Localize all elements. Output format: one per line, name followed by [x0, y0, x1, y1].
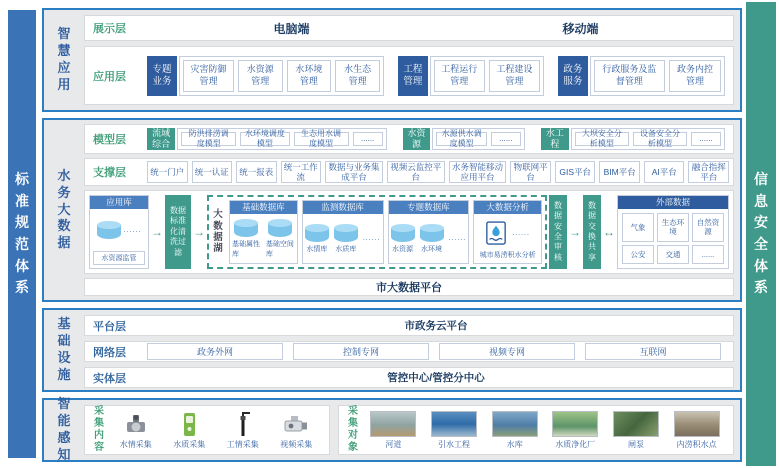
data-security-audit-process: [549, 195, 567, 269]
external-data-item: 生态环境: [657, 213, 689, 241]
object-item-purification-plant: [552, 411, 598, 450]
collection-content-label: 采集内容: [94, 406, 104, 453]
database-unit: [266, 219, 295, 259]
collection-objects-panel: [338, 405, 734, 455]
basic-database-body: [230, 214, 297, 263]
app-box: 政务内控管理: [669, 60, 721, 92]
big-data-analysis-box: [473, 200, 542, 264]
app-box: 灾害防御管理: [183, 60, 234, 92]
collection-content-items: [111, 411, 321, 450]
object-item-label: 水质净化厂: [555, 439, 596, 449]
big-data-lake-label-wrap: [212, 200, 225, 264]
app-box: 工程运行管理: [434, 60, 485, 92]
platform-layer-label: 平台层: [93, 320, 126, 333]
control-center-label: 管控中心/管控分中心: [387, 372, 485, 384]
support-box: GIS平台: [555, 161, 596, 183]
network-box: 控制专网: [293, 343, 429, 360]
model-box: 大坝安全分析模型: [575, 132, 629, 146]
gate-pump-photo: [613, 411, 659, 437]
perception-body: [84, 400, 740, 460]
ellipsis: ......: [512, 229, 530, 237]
water-quality-meter-icon: [177, 411, 201, 437]
database-label: 水环境: [421, 245, 442, 253]
application-database-body: [90, 209, 148, 251]
support-box: 统一工作流: [281, 161, 322, 183]
thematic-database-header: 专题数据库: [389, 201, 469, 214]
collection-objects-items: [365, 411, 725, 450]
support-box: 统一认证: [192, 161, 233, 183]
collect-item-label: 水情采集: [119, 439, 152, 449]
application-layer-label: 应用层: [93, 70, 126, 83]
section-infrastructure: [42, 308, 742, 392]
big-data-lake: [207, 195, 547, 269]
external-data-item: ......: [692, 245, 724, 264]
support-layer-label: 支撑层: [93, 167, 126, 179]
collect-item-label: 工情采集: [226, 439, 259, 449]
object-item-label: 水库: [506, 439, 523, 449]
database-unit: [391, 224, 415, 254]
double-arrow-icon: [603, 195, 615, 269]
collection-content-panel: [84, 405, 330, 455]
mobile-end-label: 移动端: [562, 21, 599, 36]
database-icon: [391, 228, 415, 242]
model-groups: [147, 128, 725, 150]
smart-application-body: [84, 10, 740, 110]
object-item-label: 引水工程: [437, 439, 470, 449]
thematic-database-body: [389, 214, 469, 263]
support-box: 融合指挥平台: [688, 161, 729, 183]
object-item-label: 闸泵: [627, 439, 644, 449]
section-smart-application: [42, 8, 742, 112]
support-items: [147, 161, 729, 183]
object-item-label: 内涝积水点: [676, 439, 717, 449]
security-system-sidebar: [746, 2, 776, 466]
display-layer-label: 展示层: [93, 23, 126, 35]
database-label: 基础空间库: [265, 240, 294, 258]
monitoring-database-body: [303, 214, 383, 263]
database-label: 水情库: [306, 245, 328, 253]
group-head-government: 政务服务: [558, 56, 588, 96]
data-cleaning-process: [165, 195, 191, 269]
database-icon: [268, 223, 292, 237]
database-unit: [334, 224, 358, 254]
collect-item-water-condition: [120, 411, 152, 450]
section-infrastructure-label: 基础设施: [57, 316, 71, 382]
city-big-data-platform-label: 市大数据平台: [376, 282, 442, 294]
external-data-item: 气象: [622, 213, 654, 241]
network-layer-label: 网络层: [93, 346, 126, 359]
city-big-data-platform-bar: [84, 278, 734, 296]
group-head-water-engineering: 水工程: [541, 128, 569, 150]
database-label: 基础属性库: [232, 240, 260, 258]
group-water-engineering-model: [541, 128, 725, 150]
standards-system-label: 标准规范体系: [15, 170, 29, 296]
network-items: [147, 343, 725, 360]
flow-arrow-icon: [569, 195, 581, 269]
support-layer-row: [84, 158, 734, 186]
data-security-audit-label: 数据安全审核: [554, 200, 562, 262]
waterlogging-analysis-icon: [485, 221, 507, 245]
infrastructure-body: [84, 310, 740, 390]
group-special-business: [147, 56, 384, 96]
support-box: BIM平台: [599, 161, 640, 183]
flow-arrow-icon: [193, 195, 205, 269]
database-icon: [97, 225, 121, 239]
collect-item-water-quality: [173, 411, 205, 450]
database-icon: [420, 228, 444, 242]
object-item-river: [370, 411, 416, 450]
purification-plant-photo: [552, 411, 598, 437]
flow-arrow-icon: [151, 195, 163, 269]
display-layer-row: [84, 15, 734, 41]
gov-cloud-platform-label: 市政务云平台: [404, 320, 468, 332]
data-exchange-process: [583, 195, 601, 269]
collection-objects-label: 采集对象: [348, 406, 358, 453]
group-items-engineering: [430, 56, 544, 96]
big-data-analysis-body: [474, 214, 541, 252]
model-box: ......: [353, 132, 383, 146]
database-label: 水资源: [392, 245, 413, 253]
river-photo: [370, 411, 416, 437]
external-data-item: 交通: [657, 245, 689, 264]
network-box: 视频专网: [439, 343, 575, 360]
section-infrastructure-label-wrap: [44, 310, 84, 390]
group-items-basin: [177, 128, 386, 150]
monitoring-database-header: 监测数据库: [303, 201, 383, 214]
database-label: 水质库: [335, 245, 357, 253]
data-cleaning-label: 数据标准化清洗过滤: [170, 206, 186, 257]
model-box: 水环境调度模型: [240, 132, 289, 146]
group-items-government: [590, 56, 725, 96]
group-basin-comprehensive: [147, 128, 387, 150]
group-items-water-engineering: [571, 128, 725, 150]
group-water-resources-model: [403, 128, 525, 150]
app-box: 水生态管理: [335, 60, 380, 92]
support-box: 数据与业务集成平台: [325, 161, 383, 183]
ellipsis: ......: [362, 235, 381, 243]
collection-content-label-wrap: [93, 406, 105, 454]
external-data-grid: [618, 209, 728, 268]
support-box: AI平台: [644, 161, 685, 183]
support-box: 视频云监控平台: [387, 161, 445, 183]
application-layer-row: [84, 46, 734, 105]
waterlogging-point-photo: [674, 411, 720, 437]
big-data-analysis-header: 大数据分析: [474, 201, 541, 214]
external-data-item: 自然资源: [692, 213, 724, 241]
group-engineering-management: [398, 56, 544, 96]
collect-item-engineering-condition: [227, 411, 259, 450]
section-intelligent-perception-label: 智能感知: [57, 396, 71, 462]
object-item-reservoir: [492, 411, 538, 450]
section-water-big-data: [42, 118, 742, 302]
group-head-water-resources: 水资源: [403, 128, 431, 150]
support-box: 统一报表: [236, 161, 277, 183]
database-unit: [232, 219, 261, 259]
object-item-label: 河道: [385, 439, 402, 449]
display-layer-ends: [147, 20, 725, 37]
group-items-water-resources: [432, 128, 524, 150]
basic-database-box: [229, 200, 298, 264]
application-database-header: 应用库: [90, 196, 148, 209]
support-box: 水务智能移动应用平台: [449, 161, 507, 183]
diagram-main: [42, 8, 742, 462]
basic-database-header: 基础数据库: [230, 201, 297, 214]
platform-layer-row: [84, 315, 734, 336]
thematic-database-box: [388, 200, 470, 264]
application-database-label: 水资源监管: [93, 251, 145, 265]
section-smart-application-label-wrap: [44, 10, 84, 110]
pc-end-label: 电脑端: [273, 21, 310, 36]
section-intelligent-perception: [42, 398, 742, 462]
model-box: 生态用水调度模型: [294, 132, 349, 146]
object-item-gate-pump: [613, 411, 659, 450]
network-box: 互联网: [585, 343, 721, 360]
database-unit: [305, 224, 329, 254]
data-exchange-label: 数据交换共享: [588, 200, 596, 262]
support-box: 统一门户: [147, 161, 188, 183]
model-layer-row: [84, 124, 734, 154]
model-box: 设备安全分析模型: [633, 132, 687, 146]
object-item-diversion: [431, 411, 477, 450]
external-data-item: 公安: [622, 245, 654, 264]
collect-item-video: [280, 411, 312, 450]
database-icon: [234, 223, 258, 237]
water-big-data-body: [84, 120, 740, 300]
data-flow-row: [84, 190, 734, 274]
group-government-service: [558, 56, 725, 96]
support-box: 物联网平台: [510, 161, 551, 183]
pressure-sensor-icon: [232, 411, 254, 437]
ellipsis: ......: [448, 235, 467, 243]
app-box: 工程建设管理: [489, 60, 540, 92]
network-layer-row: [84, 341, 734, 362]
app-box: 行政服务及监督管理: [594, 60, 665, 92]
external-data-box: [617, 195, 729, 269]
model-box: ......: [691, 132, 721, 146]
group-head-engineering: 工程管理: [398, 56, 428, 96]
section-water-big-data-label: 水务大数据: [57, 167, 71, 251]
section-intelligent-perception-label-wrap: [44, 396, 84, 462]
water-diversion-photo: [431, 411, 477, 437]
object-item-waterlogging-point: [674, 411, 720, 450]
application-database-box: [89, 195, 149, 269]
monitoring-database-box: [302, 200, 384, 264]
section-smart-application-label: 智慧应用: [57, 26, 71, 92]
group-head-basin: 流域综合: [147, 128, 175, 150]
app-box: 水环境管理: [287, 60, 332, 92]
model-box: 水源供水调度模型: [436, 132, 486, 146]
analysis-label: 城市易涝积水分析: [479, 252, 536, 260]
external-data-header: 外部数据: [618, 196, 728, 209]
collect-item-label: 水质采集: [173, 439, 206, 449]
entity-layer-row: [84, 367, 734, 388]
group-head-special-business: 专题业务: [147, 56, 177, 96]
model-box: 防洪排涝调度模型: [181, 132, 236, 146]
standards-system-sidebar: [8, 10, 36, 458]
app-box: 水资源管理: [238, 60, 283, 92]
database-unit: [420, 224, 444, 254]
network-box: 政务外网: [147, 343, 283, 360]
application-groups: [147, 56, 725, 96]
section-water-big-data-label-wrap: [44, 120, 84, 300]
cctv-camera-icon: [283, 411, 309, 437]
group-items-special-business: [179, 56, 384, 96]
collect-item-label: 视频采集: [280, 439, 313, 449]
entity-layer-label: 实体层: [93, 372, 126, 385]
model-box: ......: [491, 132, 521, 146]
database-icon: [305, 228, 329, 242]
reservoir-photo: [492, 411, 538, 437]
ellipsis: ......: [123, 226, 142, 234]
model-layer-label: 模型层: [93, 134, 126, 146]
flow-meter-icon: [124, 411, 148, 437]
collection-objects-label-wrap: [347, 406, 359, 454]
big-data-lake-label: 大数据湖: [213, 209, 223, 255]
database-icon: [334, 228, 358, 242]
security-system-label: 信息安全体系: [754, 170, 768, 296]
